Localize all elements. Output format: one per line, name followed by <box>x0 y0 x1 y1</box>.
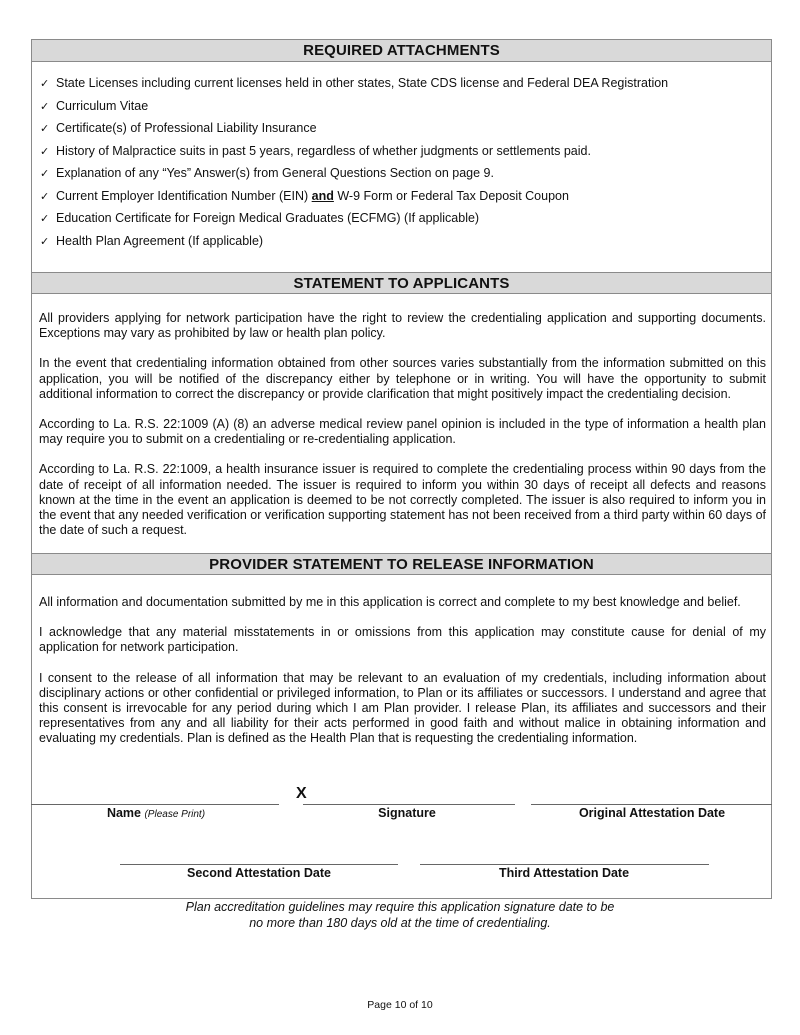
original-date-line[interactable] <box>531 804 772 805</box>
provider-paragraph: I consent to the release of all information that may be relevant to an evaluation of my credentials, including information about disciplinary actions or other confidential or privileged information, to Plan or its affiliates or successors. I understand and agree that this consent is irrevocable for any period during which I am Plan provider. I release Plan, its affiliates and successors and their representatives from any and all liability for their acts performed in good faith and without malice in obtaining information and evaluating my credentials. Plan is defined as the Health Plan that is requesting the credentialing information. <box>39 670 766 746</box>
provider-statement-body <box>39 595 766 762</box>
accreditation-footnote <box>0 900 800 931</box>
attachment-text: Explanation of any “Yes” Answer(s) from General Questions Section on page 9. <box>56 166 494 180</box>
checkmark-icon: ✓ <box>40 190 50 203</box>
attachment-item <box>40 234 668 257</box>
statement-paragraph: According to La. R.S. 22:1009, a health insurance issuer is required to complete the credentialing process within 90 days from the date of receipt of all information needed. The issuer is required to inform you within 30 days of receipt all defects and reasons known at the time in the event an application is deemed to be not correctly completed. The issuer is also required to inform you in the event that any needed verification or verification supporting statement has not been received from a third party within 60 days of the date of such a request. <box>39 462 766 538</box>
required-attachments-header: REQUIRED ATTACHMENTS <box>32 40 771 62</box>
attachment-emphasis: and <box>311 188 334 203</box>
page-number: Page 10 of 10 <box>367 999 433 1011</box>
third-date-line[interactable] <box>420 864 709 865</box>
attachment-text: Certificate(s) of Professional Liability Insurance <box>56 121 317 135</box>
attachment-item <box>40 99 668 122</box>
original-date-label: Original Attestation Date <box>578 806 726 820</box>
attachment-item <box>40 121 668 144</box>
signature-label: Signature <box>378 806 436 820</box>
statement-paragraph: According to La. R.S. 22:1009 (A) (8) an adverse medical review panel opinion is included in the type of information a health plan may require you to submit on a credentialing or re-credentialing application. <box>39 417 766 447</box>
checkmark-icon: ✓ <box>40 168 50 180</box>
statement-paragraph: All providers applying for network participation have the right to review the credentialing application and supporting documents. Exceptions may vary as prohibited by law or health plan policy. <box>39 311 766 341</box>
attachment-text: State Licenses including current licenses held in other states, State CDS license and Federal DEA Registration <box>56 76 669 90</box>
checkmark-icon: ✓ <box>40 100 50 113</box>
attachments-checklist <box>40 76 668 256</box>
footnote-line-1: Plan accreditation guidelines may require this application signature date to be <box>185 900 615 914</box>
statement-to-applicants-body <box>39 311 766 553</box>
name-label-text: Name <box>106 806 141 820</box>
provider-statement-header: PROVIDER STATEMENT TO RELEASE INFORMATION <box>32 553 771 575</box>
provider-paragraph: I acknowledge that any material misstatements in or omissions from this application may constitute cause for denial of my application for network participation. <box>39 625 766 655</box>
attachment-text-before: Current Employer Identification Number (EIN) <box>56 188 312 203</box>
footnote-line-2: no more than 180 days old at the time of credentialing. <box>249 915 551 930</box>
attachment-text: Education Certificate for Foreign Medical Graduates (ECFMG) (If applicable) <box>56 211 480 225</box>
name-hint: (Please Print) <box>144 809 206 820</box>
second-date-label: Second Attestation Date <box>186 866 331 880</box>
attachment-item <box>40 189 668 212</box>
statement-paragraph: In the event that credentialing information obtained from other sources varies substantially from the information submitted on this application, you will be notified of the discrepancy either by telephone or in writing. You will have the opportunity to submit additional information to correct the discrepancy or provide clarification that might positively impact the credentialing decision. <box>39 356 766 401</box>
third-date-label: Third Attestation Date <box>498 866 630 880</box>
checkmark-icon: ✓ <box>40 213 50 225</box>
name-line[interactable] <box>31 804 279 805</box>
signature-x-marker: X <box>296 785 307 802</box>
attachment-item <box>40 166 668 189</box>
provider-paragraph: All information and documentation submitted by me in this application is correct and complete to my best knowledge and belief. <box>39 595 741 609</box>
form-frame <box>31 39 772 899</box>
statement-to-applicants-header: STATEMENT TO APPLICANTS <box>32 272 771 294</box>
attachment-item <box>40 76 668 99</box>
second-date-line[interactable] <box>120 864 398 865</box>
attachment-text: Curriculum Vitae <box>56 98 149 113</box>
checkmark-icon: ✓ <box>40 123 50 135</box>
checkmark-icon: ✓ <box>40 235 50 248</box>
checkmark-icon: ✓ <box>40 145 50 158</box>
attachment-text: History of Malpractice suits in past 5 years, regardless of whether judgments or settlements paid. <box>56 143 591 158</box>
name-label <box>56 806 256 820</box>
attachment-item <box>40 211 668 234</box>
attachment-text: Health Plan Agreement (If applicable) <box>56 233 264 248</box>
attachment-text-after: W-9 Form or Federal Tax Deposit Coupon <box>333 188 569 203</box>
attachment-item <box>40 144 668 167</box>
checkmark-icon: ✓ <box>40 78 50 90</box>
signature-line[interactable] <box>303 804 515 805</box>
